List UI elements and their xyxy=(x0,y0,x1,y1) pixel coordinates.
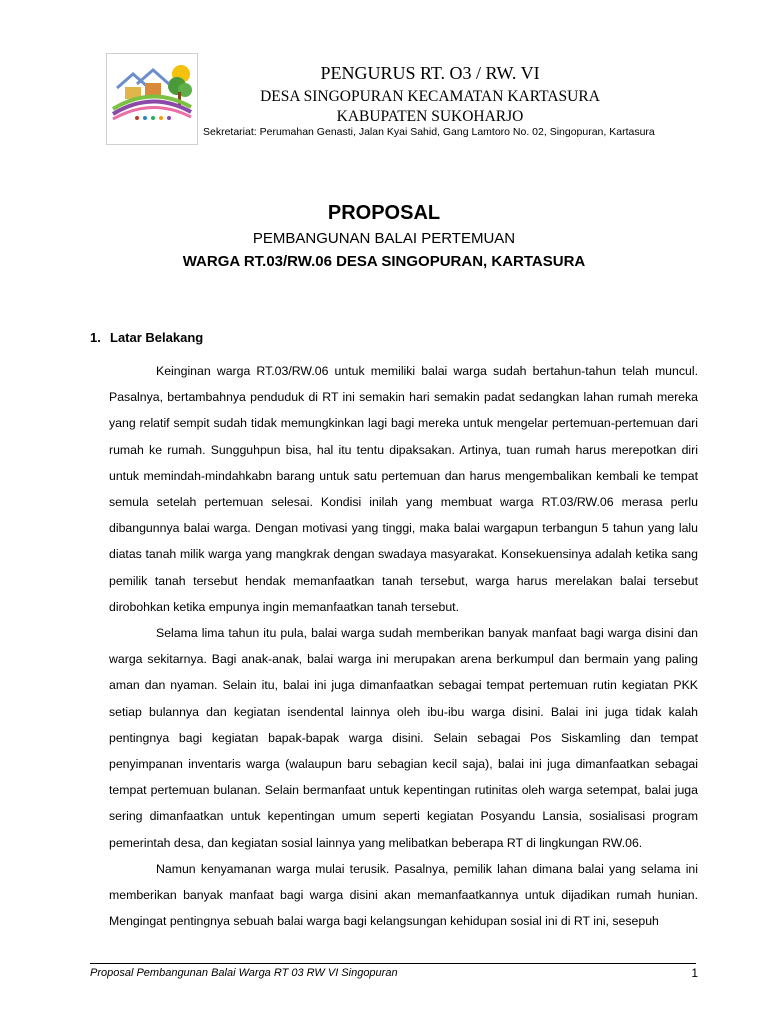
document-title: PROPOSAL xyxy=(327,202,441,224)
footer-text: Proposal Pembangunan Balai Warga RT 03 RW VI Singopuran xyxy=(90,967,398,979)
section-title: Latar Belakang xyxy=(110,330,204,345)
paragraph: Keinginan warga RT.03/RW.06 untuk memiliki balai warga sudah bertahun-tahun telah muncul. Pasalnya, bertambahnya penduduk di RT ini semakin hari semakin padat sedangkan lahan rumah mereka yang relatif sempit sudah tidak memungkinkan lagi bagi mereka untuk mengelar pertemuan-pertemuan dari rumah ke rumah. Sungguhpun bisa, hal itu tentu dipaksakan. Artinya, tuan rumah harus merepotkan diri untuk memindah-mindahkabn barang untuk satu pertemuan dan harus mengembalikan kembali ke tempat semula setelah pertemuan selesai. Kondisi inilah yang membuat warga RT.03/RW.06 merasa perlu dibangunnya balai warga. Dengan motivasi yang tinggi, maka balai wargapun terbangun 5 tahun yang lalu diatas tanah milik warga yang mangkrak dengan swadaya masyarakat. Konsekuensinya adalah ketika sang pemilik tanah tersebut hendak memanfaatkan tanah tersebut, warga harus merelakan balai tersebut dirobohkan ketika empunya ingin memanfaatkan tanah tersebut. xyxy=(109,364,698,614)
section-heading xyxy=(90,330,203,345)
document-subtitle-2: WARGA RT.03/RW.06 DESA SINGOPURAN, KARTASURA xyxy=(182,253,586,270)
footer-divider xyxy=(90,963,696,964)
letterhead-address: Sekretariat: Perumahan Genasti, Jalan Kyai Sahid, Gang Lamtoro No. 02, Singopuran, Kartasura xyxy=(203,126,655,138)
paragraph: Namun kenyamanan warga mulai terusik. Pasalnya, pemilik lahan dimana balai yang selama ini memberikan banyak manfaat bagi warga disini akan memanfaatkannya untuk dijadikan rumah hunian. Mengingat pentingnya sebuah balai warga bagi kelangsungan kehidupan sosial ini di RT ini, sesepuh xyxy=(109,861,698,929)
section-body xyxy=(109,358,698,934)
document-subtitle-1: PEMBANGUNAN BALAI PERTEMUAN xyxy=(252,230,516,247)
letterhead-village: DESA SINGOPURAN KECAMATAN KARTASURA xyxy=(260,88,600,105)
page-number: 1 xyxy=(691,966,698,980)
community-house-logo-icon xyxy=(107,54,197,144)
section-number: 1. xyxy=(90,330,101,345)
paragraph: Selama lima tahun itu pula, balai warga sudah memberikan banyak manfaat bagi warga disini dan warga sekitarnya. Bagi anak-anak, balai warga ini merupakan arena berkumpul dan bermain yang paling aman dan nyaman. Selain itu, balai ini juga dimanfaatkan sebagai tempat pertemuan rutin kegiatan PKK setiap bulannya dan kegiatan isendental lainnya oleh ibu-ibu warga disini. Balai ini juga tidak kalah pentingnya bagi kegiatan bapak-bapak warga disini. Selain sebagai Pos Siskamling dan tempat penyimpanan inventaris warga (walaupun baru sebagian kecil saja), balai ini juga dimanfaatkan sebagai tempat pertemuan bulanan. Selain bermanfaat untuk kepentingan rutinitas oleh warga setempat, balai juga sering dimanfaatkan untuk kepentingan umum seperti kegiatan Posyandu Lansia, sosialisasi program pemerintah desa, dan kegiatan sosial lainnya yang melibatkan beberapa RT di lingkungan RW.06. xyxy=(109,626,698,850)
rt-logo xyxy=(106,53,198,145)
letterhead-regency: KABUPATEN SUKOHARJO xyxy=(336,108,524,125)
letterhead-title: PENGURUS RT. O3 / RW. VI xyxy=(320,63,540,83)
